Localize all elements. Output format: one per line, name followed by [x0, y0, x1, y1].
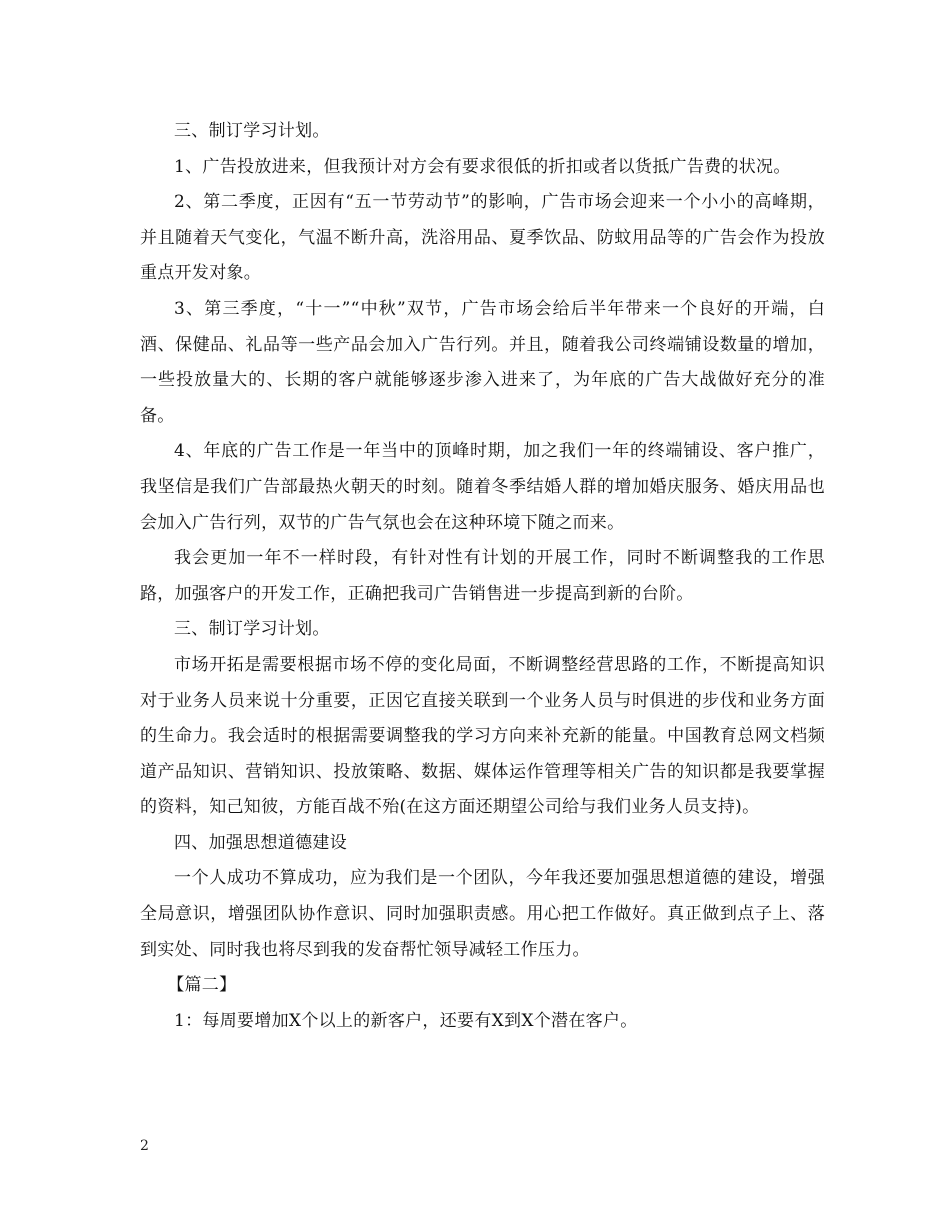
- paragraph-item-4: 4、年底的广告工作是一年当中的顶峰时期，加之我们一年的终端铺设、客户推广，我坚信是我们广告部最热火朝天的时刻。随着冬季结婚人群的增加婚庆服务、婚庆用品也会加入广告行列，双节的广告气氛也会在这种环境下随之而来。: [140, 441, 825, 533]
- paragraph-teamwork: 一个人成功不算成功，应为我们是一个团队，今年我还要加强思想道德的建设，增强全局意识，增强团队协作意识、同时加强职责感。用心把工作做好。真正做到点子上、落到实处、同时我也将尽到我的发奋帮忙领导减轻工作压力。: [140, 868, 825, 960]
- section-heading-study-plan-repeat: 三、制订学习计划。: [174, 619, 330, 640]
- section-heading-study-plan: 三、制订学习计划。: [174, 121, 330, 141]
- document-body: [140, 114, 825, 1039]
- section-heading-part-two: 【篇二】: [167, 975, 237, 996]
- paragraph-weekly-goal: 1：每周要增加X个以上的新客户，还要有X到X个潜在客户。: [174, 1010, 638, 1031]
- page-number: 2: [140, 1138, 149, 1154]
- paragraph-work-plan: 我会更加一年不一样时段，有针对性有计划的开展工作，同时不断调整我的工作思路，加强客户的开发工作，正确把我司广告销售进一步提高到新的台阶。: [140, 548, 825, 604]
- paragraph-item-2: 2、第二季度，正因有“五一节劳动节”的影响，广告市场会迎来一个小小的高峰期，并且随着天气变化，气温不断升高，洗浴用品、夏季饮品、防蚊用品等的广告会作为投放重点开发对象。: [140, 192, 825, 284]
- section-heading-moral-building: 四、加强思想道德建设: [174, 832, 347, 853]
- paragraph-item-3: 3、第三季度，“十一”“中秋”双节，广告市场会给后半年带来一个良好的开端，白酒、保健品、礼品等一些产品会加入广告行列。并且，随着我公司终端铺设数量的增加，一些投放量大的、长期的客户就能够逐步渗入进来了，为年底的广告大战做好充分的准备。: [140, 298, 825, 426]
- paragraph-item-1: 1、广告投放进来，但我预计对方会有要求很低的折扣或者以货抵广告费的状况。: [174, 156, 791, 177]
- paragraph-market-learning: 市场开拓是需要根据市场不停的变化局面，不断调整经营思路的工作，不断提高知识对于业务人员来说十分重要，正因它直接关联到一个业务人员与时俱进的步伐和业务方面的生命力。我会适时的根据需要调整我的学习方向来补充新的能量。中国教育总网文档频道产品知识、营销知识、投放策略、数据、媒体运作管理等相关广告的知识都是我要掌握的资料，知己知彼，方能百战不殆(在这方面还期望公司给与我们业务人员支持)。: [140, 654, 825, 818]
